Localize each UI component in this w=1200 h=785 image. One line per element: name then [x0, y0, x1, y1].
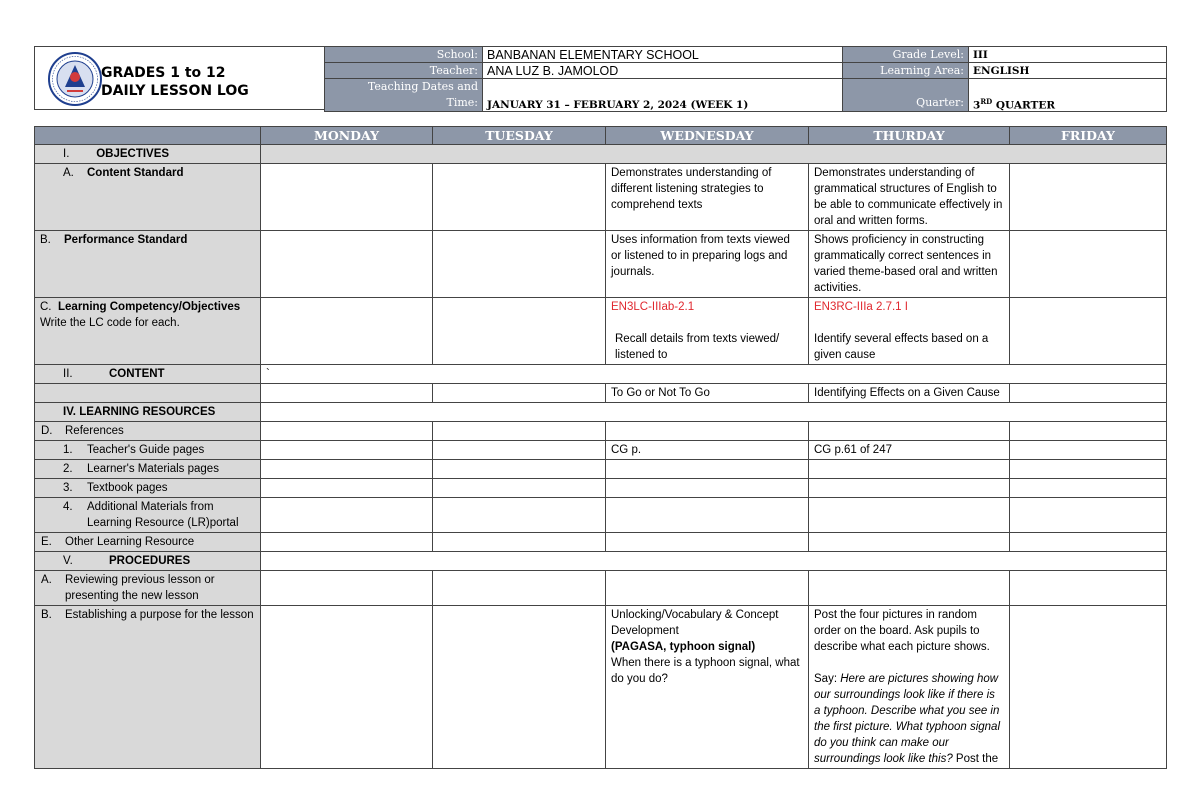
performance-standard-wednesday: Uses information from texts viewed or listened to in preparing logs and journals.: [606, 231, 809, 298]
day-header-row: [35, 127, 1167, 145]
competency-thursday: [809, 298, 1010, 365]
textbook-pages-label: [35, 479, 261, 498]
content-num: II.: [63, 368, 73, 380]
content-topic-label: [35, 384, 261, 403]
learning-area-value: ENGLISH: [969, 63, 1167, 79]
procedures-label: [35, 552, 261, 571]
content-span: `: [261, 365, 1167, 384]
other-resource-row: [35, 533, 1167, 552]
performance-standard-text: Performance Standard: [64, 234, 188, 246]
school-row: [325, 47, 1167, 63]
resources-row: [35, 403, 1167, 422]
content-row: [35, 365, 1167, 384]
purpose-thursday-say: Say:: [814, 673, 841, 685]
additional-materials-friday: [1010, 498, 1167, 533]
references-monday: [261, 422, 433, 441]
reviewing-label: [35, 571, 261, 606]
competency-thursday-text: Identify several effects based on a given cause: [814, 333, 989, 361]
purpose-thursday-tail: Post the: [952, 753, 999, 765]
performance-standard-row: [35, 231, 1167, 298]
content-standard-friday: [1010, 164, 1167, 231]
tg-pages-label: [35, 441, 261, 460]
purpose-friday: [1010, 606, 1167, 769]
reviewing-tuesday: [433, 571, 606, 606]
additional-materials-text: Additional Materials from Learning Resource (LR)portal: [87, 501, 239, 529]
teaching-dates-label: [325, 79, 483, 112]
grade-level-label: Grade Level:: [843, 47, 969, 63]
additional-materials-wednesday: [606, 498, 809, 533]
deped-seal-icon: [47, 51, 103, 107]
purpose-thursday-line-1: Post the four pictures in random order on the board. Ask pupils to describe what each picture shows.: [814, 609, 990, 653]
textbook-pages-wednesday: [606, 479, 809, 498]
purpose-thursday: [809, 606, 1010, 769]
textbook-pages-text: Textbook pages: [87, 482, 168, 494]
competency-row: [35, 298, 1167, 365]
other-resource-tuesday: [433, 533, 606, 552]
purpose-wednesday-bold: (PAGASA, typhoon signal): [611, 641, 756, 653]
school-label: School:: [325, 47, 483, 63]
additional-materials-num: 4.: [63, 501, 73, 513]
additional-materials-row: [35, 498, 1167, 533]
reviewing-row: [35, 571, 1167, 606]
competency-tuesday: [433, 298, 606, 365]
resources-text: IV. LEARNING RESOURCES: [63, 406, 216, 418]
reviewing-text: Reviewing previous lesson or presenting the new lesson: [65, 574, 215, 602]
reviewing-num: A.: [41, 574, 52, 586]
lm-pages-text: Learner's Materials pages: [87, 463, 219, 475]
reviewing-thursday: [809, 571, 1010, 606]
purpose-tuesday: [433, 606, 606, 769]
day-monday: MONDAY: [261, 127, 433, 145]
quarter-number: 3: [973, 99, 981, 111]
textbook-pages-friday: [1010, 479, 1167, 498]
purpose-wednesday-line-2: When there is a typhoon signal, what do you do?: [611, 657, 800, 685]
other-resource-friday: [1010, 533, 1167, 552]
procedures-num: V.: [63, 555, 73, 567]
lm-pages-label: [35, 460, 261, 479]
purpose-wednesday: [606, 606, 809, 769]
additional-materials-thursday: [809, 498, 1010, 533]
purpose-wednesday-line-1: Unlocking/Vocabulary & Concept Development: [611, 609, 779, 637]
learning-area-label: Learning Area:: [843, 63, 969, 79]
header-info-table: [324, 46, 1167, 112]
lm-pages-row: [35, 460, 1167, 479]
purpose-num: B.: [41, 609, 52, 621]
references-thursday: [809, 422, 1010, 441]
additional-materials-tuesday: [433, 498, 606, 533]
lm-pages-thursday: [809, 460, 1010, 479]
procedures-row: [35, 552, 1167, 571]
day-tuesday: TUESDAY: [433, 127, 606, 145]
performance-standard-monday: [261, 231, 433, 298]
content-standard-label: [35, 164, 261, 231]
tg-pages-friday: [1010, 441, 1167, 460]
references-tuesday: [433, 422, 606, 441]
performance-standard-tuesday: [433, 231, 606, 298]
lm-pages-monday: [261, 460, 433, 479]
content-standard-text: Content Standard: [87, 167, 184, 179]
objectives-row: [35, 145, 1167, 164]
content-topic-monday: [261, 384, 433, 403]
competency-monday: [261, 298, 433, 365]
objectives-num: I.: [63, 148, 70, 160]
other-resource-label: [35, 533, 261, 552]
teaching-dates-label-line-2: Time:: [446, 96, 478, 109]
references-text: References: [65, 425, 124, 437]
performance-standard-label: [35, 231, 261, 298]
competency-thursday-code: EN3RC-IIIa 2.7.1 I: [814, 301, 908, 313]
purpose-thursday-italic: Here are pictures showing how our surroundings look like if there is a typhoon. Describe what you see in the first picture. What typhoon signal do you think can make our surroundings look like this?: [814, 673, 1001, 765]
tg-pages-num: 1.: [63, 444, 73, 456]
references-friday: [1010, 422, 1167, 441]
performance-standard-num: B.: [40, 234, 51, 246]
lesson-table: [34, 126, 1167, 769]
content-standard-row: [35, 164, 1167, 231]
competency-friday: [1010, 298, 1167, 365]
grade-level-value: III: [969, 47, 1167, 63]
competency-wednesday-text: Recall details from texts viewed/ listened to: [615, 333, 780, 361]
objectives-text: OBJECTIVES: [96, 148, 170, 160]
content-topic-wednesday: To Go or Not To Go: [606, 384, 809, 403]
tg-pages-tuesday: [433, 441, 606, 460]
tg-pages-thursday: CG p.61 of 247: [809, 441, 1010, 460]
competency-text: Learning Competency/Objectives: [58, 301, 241, 313]
content-topic-thursday: Identifying Effects on a Given Cause: [809, 384, 1010, 403]
lm-pages-friday: [1010, 460, 1167, 479]
content-label: [35, 365, 261, 384]
school-value: BANBANAN ELEMENTARY SCHOOL: [483, 47, 843, 63]
content-topic-friday: [1010, 384, 1167, 403]
content-standard-monday: [261, 164, 433, 231]
additional-materials-label: [35, 498, 261, 533]
reviewing-wednesday: [606, 571, 809, 606]
teacher-row: [325, 63, 1167, 79]
references-num: D.: [41, 425, 53, 437]
lm-pages-wednesday: [606, 460, 809, 479]
competency-label: [35, 298, 261, 365]
references-wednesday: [606, 422, 809, 441]
tg-pages-wednesday: CG p.: [606, 441, 809, 460]
quarter-value: [969, 79, 1167, 112]
competency-note: Write the LC code for each.: [40, 317, 180, 329]
resources-label: [35, 403, 261, 422]
purpose-monday: [261, 606, 433, 769]
content-text: CONTENT: [109, 368, 165, 380]
teaching-dates-value: JANUARY 31 – FEBRUARY 2, 2024 (WEEK 1): [483, 79, 843, 112]
quarter-label: Quarter:: [843, 79, 969, 112]
resources-span: [261, 403, 1167, 422]
lm-pages-num: 2.: [63, 463, 73, 475]
procedures-span: [261, 552, 1167, 571]
competency-wednesday-code: EN3LC-IIIab-2.1: [611, 301, 695, 313]
content-standard-thursday: Demonstrates understanding of grammatical structures of English to be able to communicate effectively in oral and written forms.: [809, 164, 1010, 231]
content-standard-num: A.: [63, 167, 74, 179]
other-resource-num: E.: [41, 536, 52, 548]
textbook-pages-row: [35, 479, 1167, 498]
objectives-span: [261, 145, 1167, 164]
teaching-dates-label-line-1: Teaching Dates and: [367, 80, 478, 93]
content-standard-tuesday: [433, 164, 606, 231]
content-standard-wednesday: Demonstrates understanding of different listening strategies to comprehend texts: [606, 164, 809, 231]
lm-pages-tuesday: [433, 460, 606, 479]
dates-row: [325, 79, 1167, 112]
day-wednesday: WEDNESDAY: [606, 127, 809, 145]
content-topic-row: [35, 384, 1167, 403]
competency-wednesday: [606, 298, 809, 365]
objectives-label: [35, 145, 261, 164]
content-topic-tuesday: [433, 384, 606, 403]
purpose-text: Establishing a purpose for the lesson: [65, 609, 254, 621]
reviewing-friday: [1010, 571, 1167, 606]
title-line-2: DAILY LESSON LOG: [101, 83, 249, 99]
quarter-text: QUARTER: [992, 99, 1056, 111]
tg-pages-monday: [261, 441, 433, 460]
performance-standard-friday: [1010, 231, 1167, 298]
textbook-pages-monday: [261, 479, 433, 498]
procedures-text: PROCEDURES: [109, 555, 191, 567]
day-thursday: THURDAY: [809, 127, 1010, 145]
other-resource-text: Other Learning Resource: [65, 536, 195, 548]
additional-materials-monday: [261, 498, 433, 533]
header-title-block: [34, 46, 324, 110]
performance-standard-thursday: Shows proficiency in constructing grammatically correct sentences in varied theme-based oral and written activities.: [809, 231, 1010, 298]
day-header-blank: [35, 127, 261, 145]
other-resource-wednesday: [606, 533, 809, 552]
reviewing-monday: [261, 571, 433, 606]
tg-pages-text: Teacher's Guide pages: [87, 444, 205, 456]
teacher-label: Teacher:: [325, 63, 483, 79]
textbook-pages-tuesday: [433, 479, 606, 498]
other-resource-thursday: [809, 533, 1010, 552]
day-friday: FRIDAY: [1010, 127, 1167, 145]
tg-pages-row: [35, 441, 1167, 460]
title-line-1: GRADES 1 to 12: [101, 65, 226, 81]
page-title: [101, 64, 249, 100]
textbook-pages-thursday: [809, 479, 1010, 498]
competency-num: C.: [40, 301, 52, 313]
other-resource-monday: [261, 533, 433, 552]
purpose-row: [35, 606, 1167, 769]
teacher-value: ANA LUZ B. JAMOLOD: [483, 63, 843, 79]
purpose-thursday-say-block: [814, 671, 1004, 767]
textbook-pages-num: 3.: [63, 482, 73, 494]
references-label: [35, 422, 261, 441]
quarter-superscript: RD: [980, 96, 993, 106]
references-row: [35, 422, 1167, 441]
purpose-label: [35, 606, 261, 769]
